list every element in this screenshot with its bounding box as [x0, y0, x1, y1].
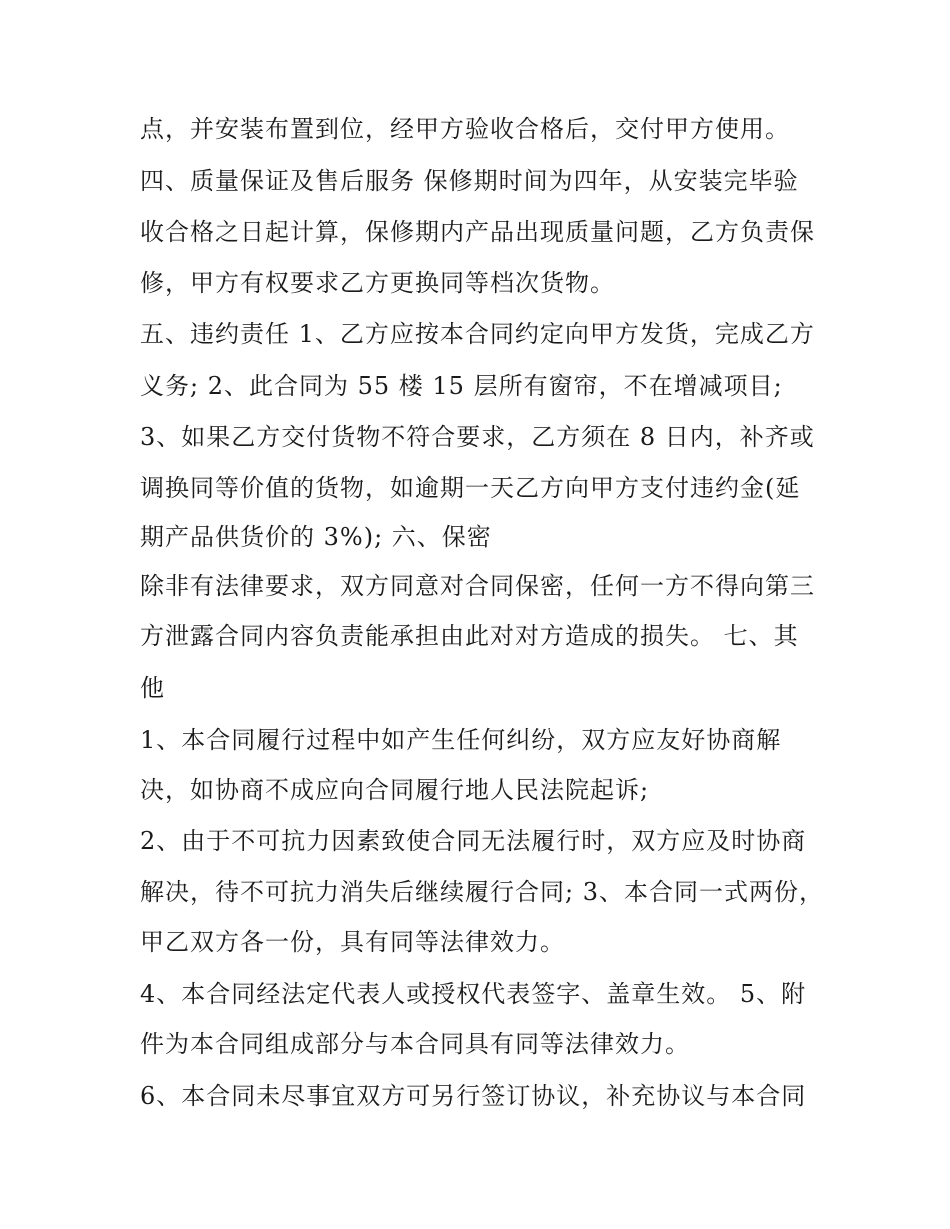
text-line: 解决，待不可抗力消失后继续履行合同; 3、本合同一式两份， — [140, 878, 824, 906]
text-line: 4、本合同经法定代表人或授权代表签字、盖章生效。 5、附 — [140, 980, 807, 1008]
text-line: 收合格之日起计算，保修期内产品出现质量问题，乙方负责保 — [140, 218, 815, 246]
text-line: 6、本合同未尽事宜双方可另行签订协议，补充协议与本合同 — [140, 1082, 807, 1110]
text-line: 五、违约责任 1、乙方应按本合同约定向甲方发货，完成乙方 — [140, 320, 815, 348]
text-line: 四、质量保证及售后服务 保修期时间为四年，从安装完毕验 — [140, 167, 799, 195]
text-line: 2、由于不可抗力因素致使合同无法履行时，双方应及时协商 — [140, 827, 807, 855]
text-line: 1、本合同履行过程中如产生任何纠纷，双方应友好协商解 — [140, 726, 782, 754]
text-line: 3、如果乙方交付货物不符合要求，乙方须在 8 日内，补齐或 — [140, 423, 815, 451]
text-line: 件为本合同组成部分与本合同具有同等法律效力。 — [140, 1030, 690, 1058]
text-line: 甲乙双方各一份，具有同等法律效力。 — [140, 928, 565, 956]
text-line: 除非有法律要求，双方同意对合同保密，任何一方不得向第三 — [140, 572, 815, 600]
text-line: 修，甲方有权要求乙方更换同等档次货物。 — [140, 269, 615, 297]
text-line: 方泄露合同内容负责能承担由此对对方造成的损失。 七、其 — [140, 622, 799, 650]
text-line: 决，如协商不成应向合同履行地人民法院起诉; — [140, 776, 650, 804]
text-line: 他 — [140, 674, 165, 702]
text-line: 义务; 2、此合同为 55 楼 15 层所有窗帘，不在增减项目; — [140, 372, 783, 400]
text-line: 调换同等价值的货物，如逾期一天乙方向甲方支付违约金(延 — [140, 474, 801, 502]
text-line: 期产品供货价的 3%); 六、保密 — [140, 523, 492, 551]
text-line: 点，并安装布置到位，经甲方验收合格后，交付甲方使用。 — [140, 115, 790, 143]
